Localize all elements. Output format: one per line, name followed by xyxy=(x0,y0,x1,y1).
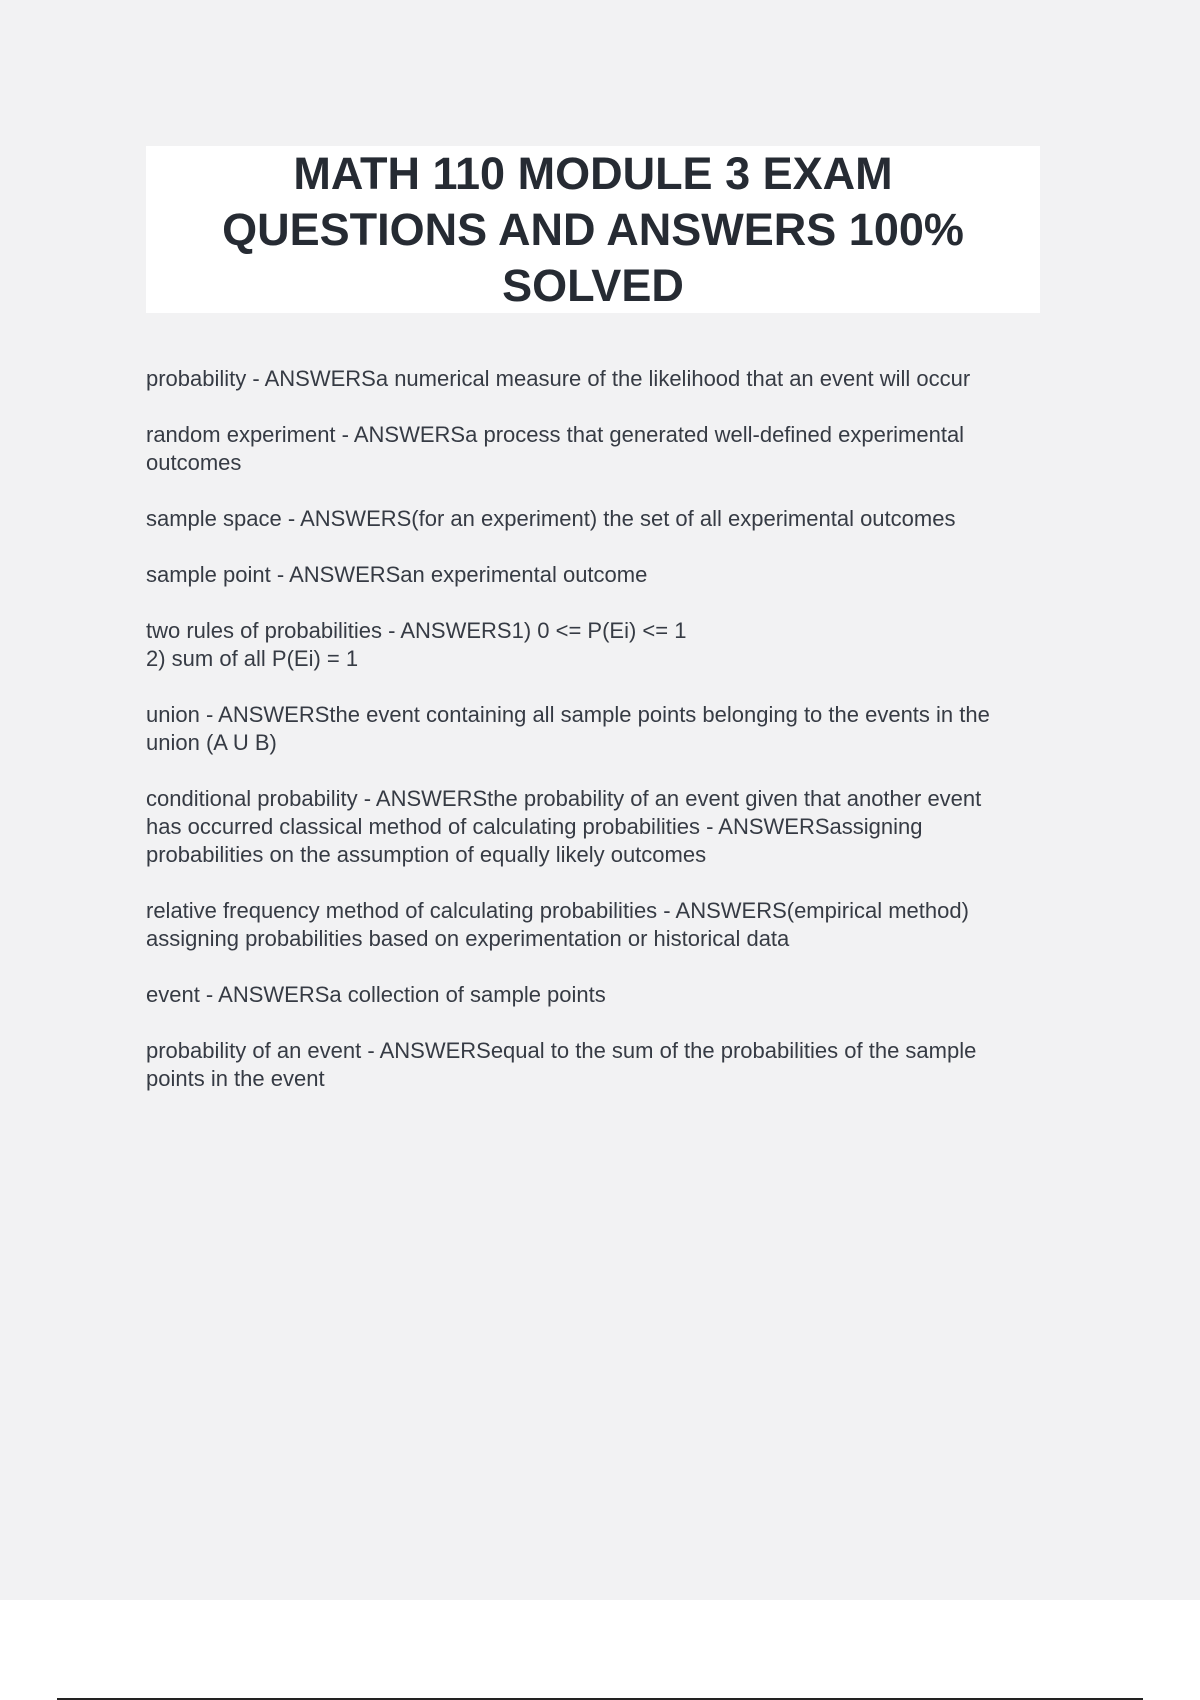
qa-line: union (A U B) xyxy=(146,730,277,755)
qa-line: has occurred classical method of calculating probabilities - ANSWERSassigning xyxy=(146,814,923,839)
qa-line: probability - ANSWERSa numerical measure of the likelihood that an event will occur xyxy=(146,366,971,391)
qa-line: relative frequency method of calculating probabilities - ANSWERS(empirical method) xyxy=(146,898,969,923)
qa-item-sample-point xyxy=(146,561,1076,589)
qa-line: sample point - ANSWERSan experimental outcome xyxy=(146,562,648,587)
qa-item-union xyxy=(146,701,1076,757)
title-box xyxy=(146,146,1040,313)
title-line: MATH 110 MODULE 3 EXAM xyxy=(293,147,893,199)
title-line: QUESTIONS AND ANSWERS 100% xyxy=(222,203,964,255)
qa-line: conditional probability - ANSWERSthe probability of an event given that another event xyxy=(146,786,982,811)
qa-item-two-rules xyxy=(146,617,1076,673)
qa-item-probability-of-event xyxy=(146,1037,1076,1093)
qa-item-sample-space xyxy=(146,505,1076,533)
qa-item-relative-frequency xyxy=(146,897,1076,953)
document-title xyxy=(146,146,1040,314)
qa-line: points in the event xyxy=(146,1066,325,1091)
qa-line: two rules of probabilities - ANSWERS1) 0 <= P(Ei) <= 1 xyxy=(146,618,687,643)
title-line: SOLVED xyxy=(502,259,684,311)
qa-item-probability xyxy=(146,365,1076,393)
qa-line: sample space - ANSWERS(for an experiment) the set of all experimental outcomes xyxy=(146,506,956,531)
qa-line: probability of an event - ANSWERSequal to the sum of the probabilities of the sample xyxy=(146,1038,977,1063)
qa-list xyxy=(146,365,1076,1121)
qa-item-conditional-probability xyxy=(146,785,1076,869)
qa-line: assigning probabilities based on experimentation or historical data xyxy=(146,926,790,951)
qa-item-random-experiment xyxy=(146,421,1076,477)
qa-line: random experiment - ANSWERSa process that generated well-defined experimental xyxy=(146,422,965,447)
qa-item-event xyxy=(146,981,1076,1009)
qa-line: union - ANSWERSthe event containing all sample points belonging to the events in the xyxy=(146,702,990,727)
qa-line: outcomes xyxy=(146,450,242,475)
qa-line: 2) sum of all P(Ei) = 1 xyxy=(146,646,359,671)
qa-line: event - ANSWERSa collection of sample points xyxy=(146,982,606,1007)
qa-line: probabilities on the assumption of equally likely outcomes xyxy=(146,842,707,867)
